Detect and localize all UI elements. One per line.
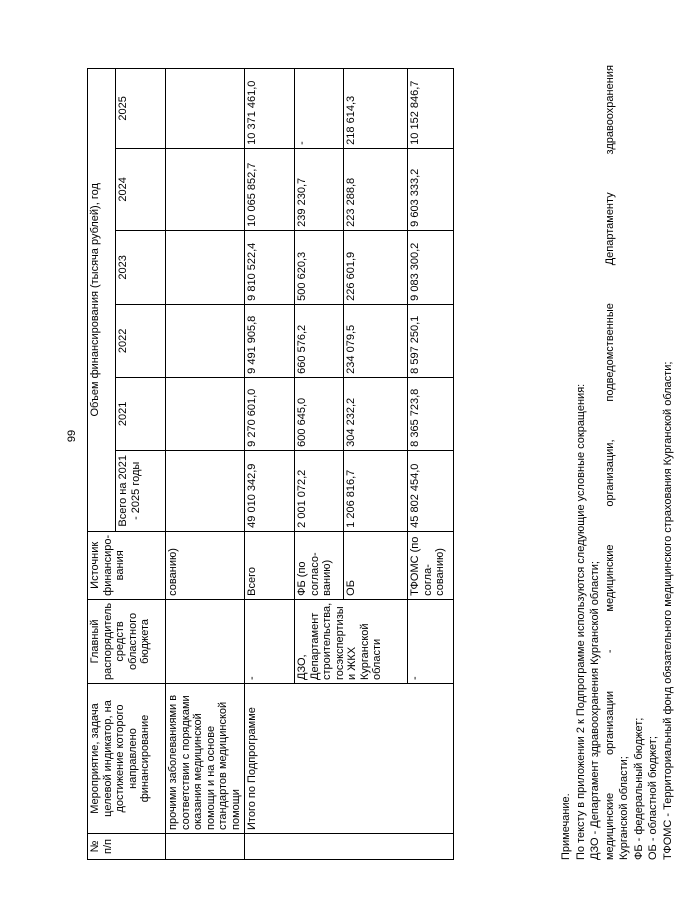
notes-mo-line [603,65,618,860]
value-cell: 660 576,2 [295,304,344,377]
notes-word: организации, [603,439,616,507]
cell-empty [166,68,245,148]
value-cell: 45 802 454,0 [408,450,454,531]
table-row [245,68,295,859]
notes-title: Примечание. [560,793,572,860]
value-cell: 10 371 461,0 [245,68,295,148]
value-cell: 600 645,0 [295,377,344,450]
manager-cell: - [408,599,454,683]
value-cell: 9 270 601,0 [245,377,295,450]
value-cell: 304 232,2 [344,377,408,450]
notes-intro: По тексту в приложении 2 к Подпрограмме используются следующие условные сокращения: [574,383,587,860]
notes-mo-cont: Курганской области; [618,756,630,860]
header-total: Всего на 2021 - 2025 годы [116,450,166,531]
value-cell: 2 001 072,2 [295,450,344,531]
notes-ob: ОБ - областной бюджет; [647,736,659,860]
source-cell: ФБ (по согласо-ванию) [295,531,344,599]
rotated-page-content [87,65,674,860]
financing-table [87,68,454,860]
source-cell: Всего [245,531,295,599]
notes-word: подведомственные [603,303,616,402]
measure-cell: прочими заболеваниями в соответствии с порядками оказания медицинской помощи и на основе стандартов медицинской помощи [166,684,245,834]
cell-empty [245,834,454,860]
value-cell: 234 079,5 [344,304,408,377]
value-cell: - [295,68,344,148]
value-cell: 500 620,3 [295,230,344,304]
notes-tfoms: ТФОМС - Территориальный фонд обязательного медицинского страхования Курганской области; [661,361,674,860]
cell-empty [166,377,245,450]
value-cell: 49 010 342,9 [245,450,295,531]
notes-word: медицинские [603,792,616,860]
value-cell: 218 614,3 [344,68,408,148]
value-cell: 10 152 846,7 [408,68,454,148]
header-volume: Объем финансирования (тысяча рублей), год [88,68,116,531]
header-year: 2024 [116,148,166,230]
source-cell: ТФОМС (по согла-сованию) [408,531,454,599]
cell-empty [166,834,245,860]
cell-empty [166,450,245,531]
notes-word: здравоохранения [603,65,616,155]
header-year: 2025 [116,68,166,148]
notes-fb: ФБ - федеральный бюджет; [632,717,645,860]
cell-empty [166,230,245,304]
manager-cell: - [245,599,295,683]
value-cell: 223 288,8 [344,148,408,230]
value-cell: 9 603 333,2 [408,148,454,230]
notes-block [559,65,675,860]
header-num: № п/п [88,834,166,860]
header-year: 2022 [116,304,166,377]
notes-word: организации [603,690,616,756]
value-cell: 8 365 723,8 [408,377,454,450]
value-cell: 9 810 522,4 [245,230,295,304]
continuation-row [166,68,245,859]
cell-empty [166,148,245,230]
value-cell: 8 597 250,1 [408,304,454,377]
header-measure: Мероприятие, задача целевой индикатор, на достижение которого направлено финансирование [88,684,166,834]
cell-empty [166,599,245,683]
value-cell: 226 601,9 [344,230,408,304]
value-cell: 10 065 852,7 [245,148,295,230]
header-year: 2021 [116,377,166,450]
total-label: Итого по Подпрограмме [245,684,454,834]
page-number: 99 [66,429,79,443]
notes-word: Департаменту [603,192,616,266]
header-manager: Главный распорядитель средств областного бюджета [88,599,166,683]
header-row-1 [88,68,116,859]
cell-empty [166,304,245,377]
notes-word: - [603,649,616,654]
source-cell: ОБ [344,531,408,599]
value-cell: 9 083 300,2 [408,230,454,304]
value-cell: 1 206 816,7 [344,450,408,531]
header-year: 2023 [116,230,166,304]
manager-cell: ДЗО, Департамент строительства, госэкспертизы и ЖКХ Курганской области [295,599,408,683]
notes-dzo: ДЗО - Департамент здравоохранения Курганской области; [589,561,601,860]
value-cell: 239 230,7 [295,148,344,230]
value-cell: 9 491 905,8 [245,304,295,377]
header-source: Источник финансиро-вания [88,531,166,599]
notes-word: медицинские [603,544,616,612]
source-cell: сованию) [166,531,245,599]
